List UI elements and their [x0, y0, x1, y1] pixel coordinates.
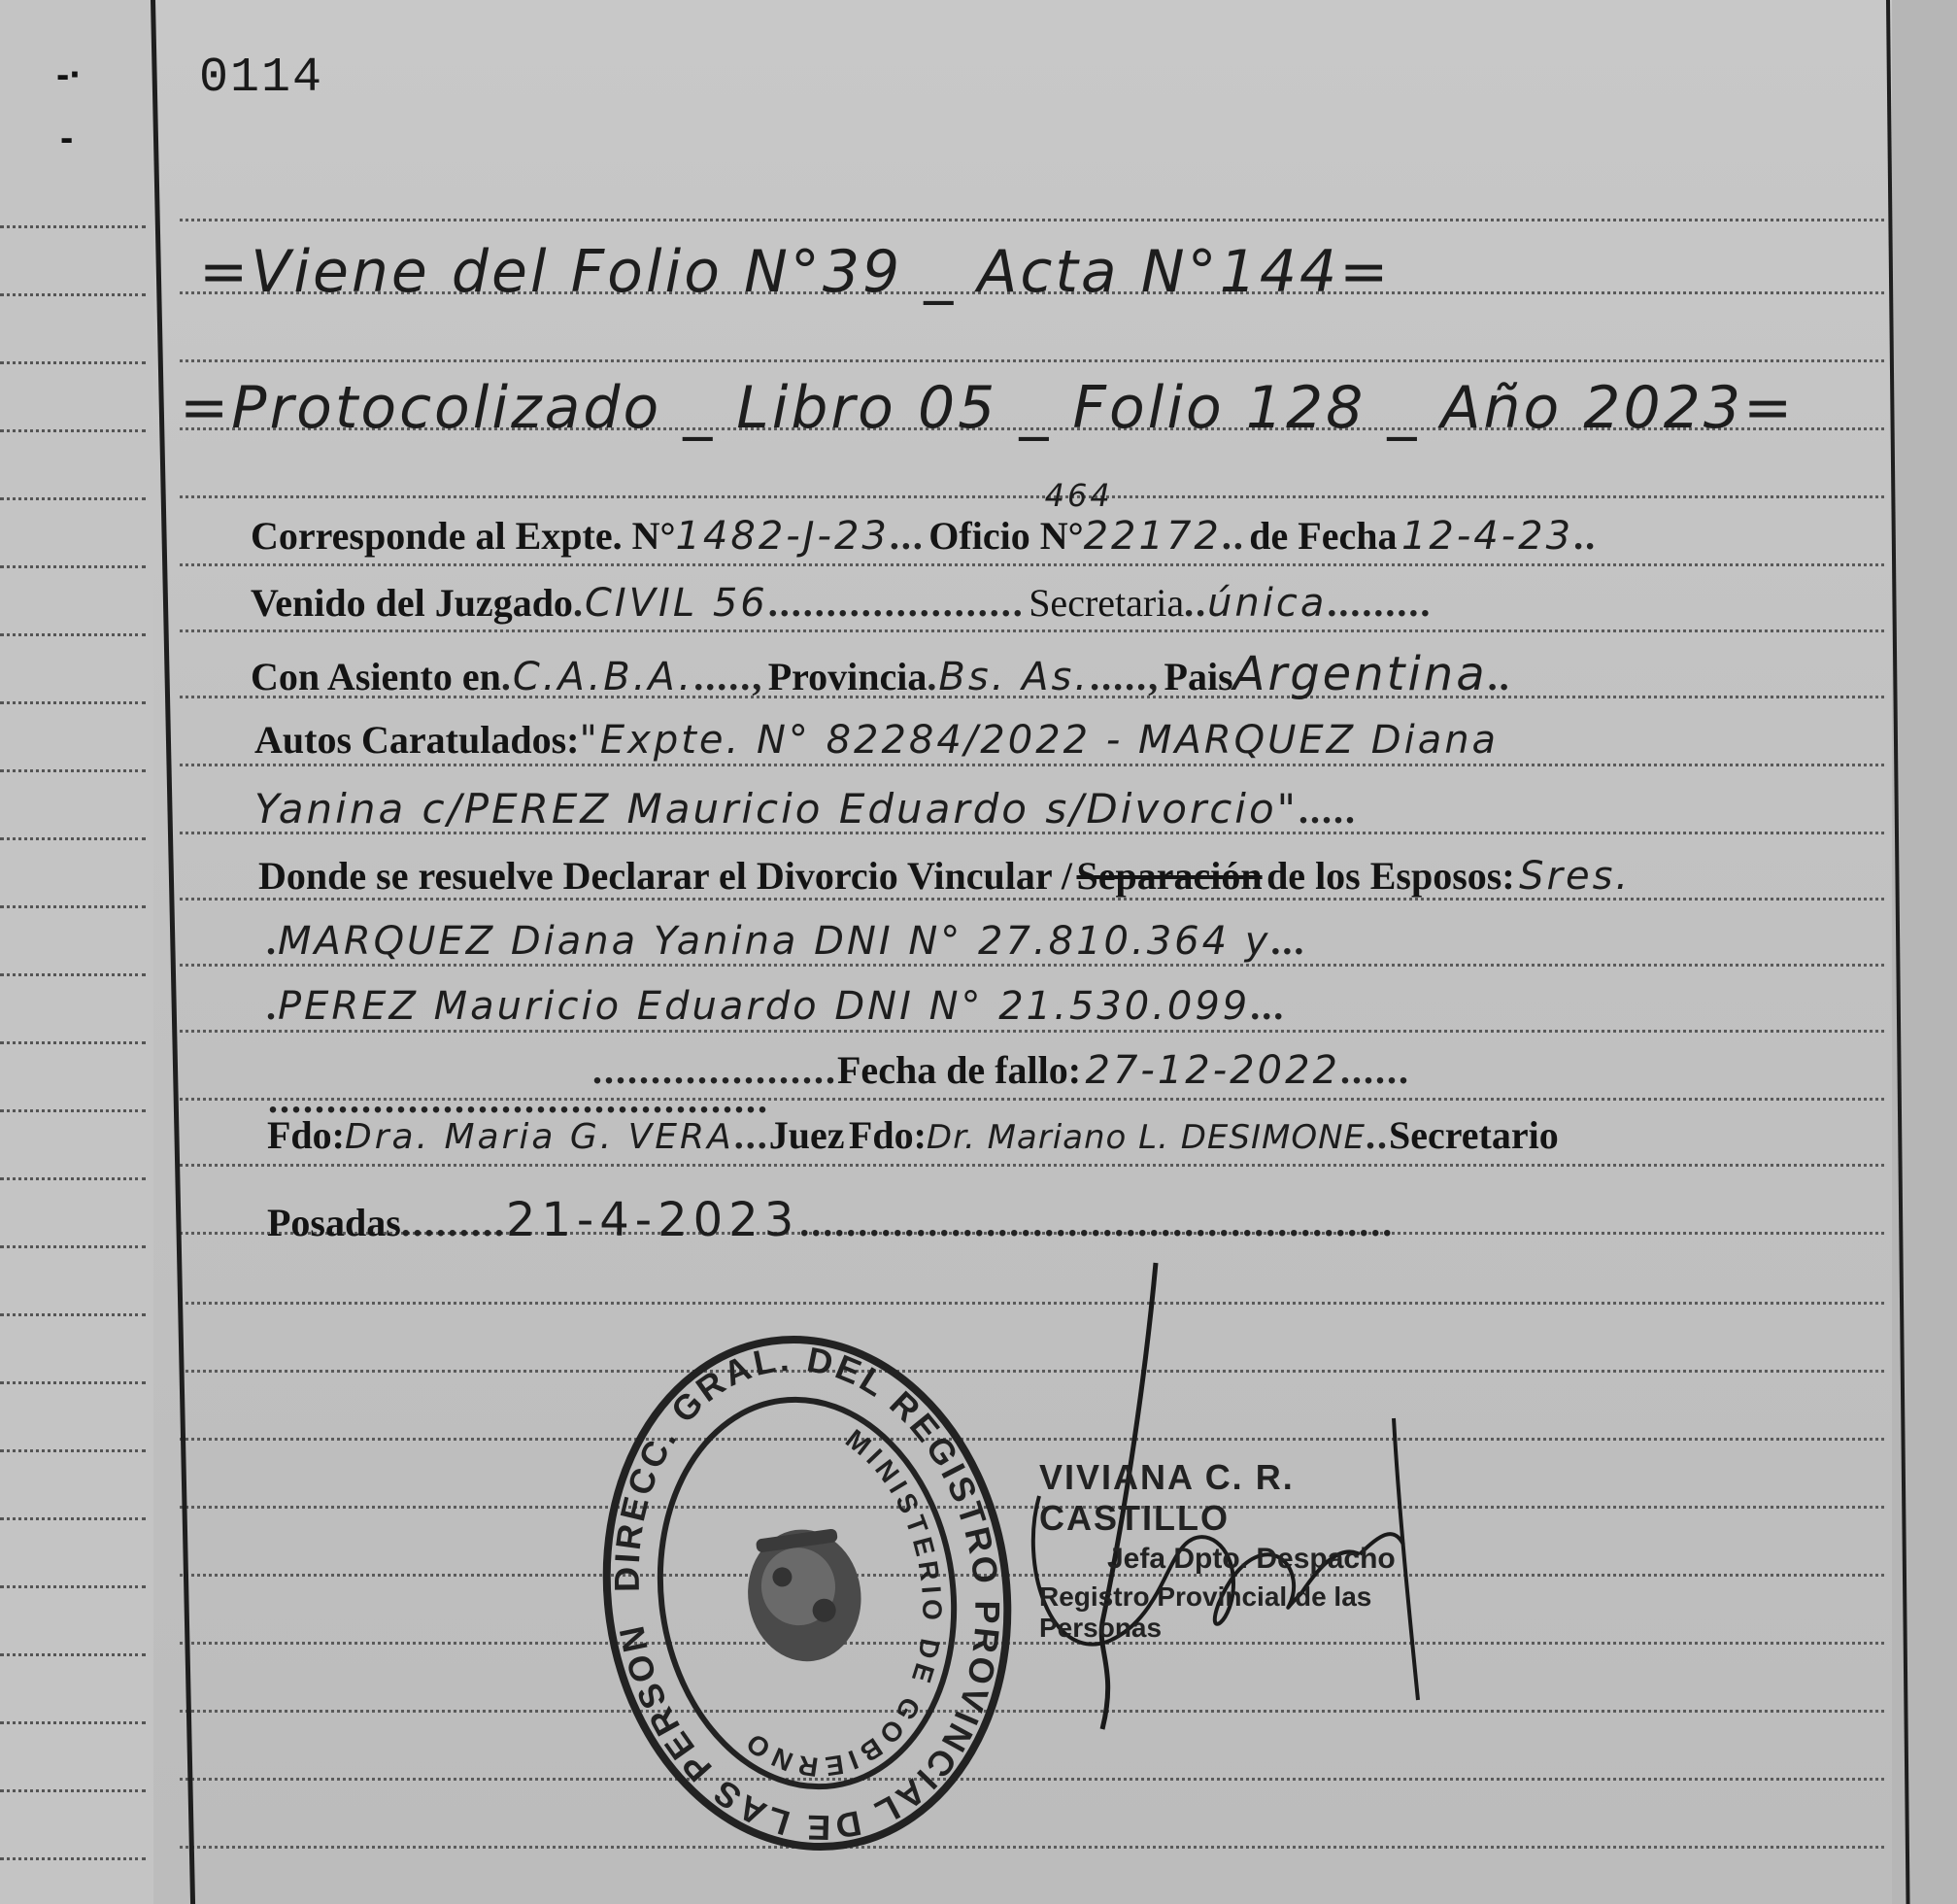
- secretario-value: Dr. Mariano L. DESIMONE: [926, 1118, 1367, 1157]
- ruled-line: [180, 563, 1884, 566]
- autos-line1: "Expte. N° 82284/2022 - MARQUEZ Diana: [579, 718, 1500, 763]
- official-seal: [600, 1331, 1014, 1855]
- signature-stamp: [1039, 1457, 1496, 1644]
- expte-label: Corresponde al Expte. N°: [251, 514, 676, 558]
- left-strip-line: [0, 1449, 146, 1452]
- seal-inner-text: MINISTERIO DE GOBIERNO: [736, 1423, 948, 1783]
- resuelve-value: Sres.: [1519, 854, 1632, 899]
- handwritten-protocolizado-line: =Protocolizado _ Libro 05 _ Folio 128 _ Año 2023=: [180, 374, 1796, 442]
- left-strip-line: [0, 1313, 146, 1316]
- seal-outer-text: DIRECC. GRAL. DEL REGISTRO PROVINCIAL DE LAS PERSONAS: [606, 1338, 1008, 1849]
- left-strip-line: [0, 1517, 146, 1520]
- left-strip-line: [0, 1721, 146, 1724]
- row-resuelve: [258, 853, 1631, 899]
- posadas-label: Posadas: [267, 1201, 401, 1244]
- handwritten-viene-line: =Viene del Folio N°39 _ Acta N°144=: [199, 238, 1392, 306]
- pais-value: Argentina: [1232, 647, 1488, 701]
- margin-mark-2: -: [60, 117, 74, 159]
- left-strip-line: [0, 1109, 146, 1112]
- signature-stamp-role: Jefa Dpto. Despacho: [1107, 1543, 1396, 1575]
- row-blank-dots: ...........................................: [268, 1077, 769, 1121]
- left-margin-strip: [0, 0, 153, 1904]
- left-strip-line: [0, 429, 146, 432]
- left-strip-line: [0, 1177, 146, 1180]
- left-strip-line: [0, 1041, 146, 1044]
- row-juzgado: Venido del Juzgado.CIVIL 56...................... Secretaria..única.........: [251, 581, 1433, 626]
- folio-number: 0114: [199, 51, 324, 106]
- fdo-label: Fdo:: [267, 1113, 345, 1157]
- oficio-label: Oficio N°: [928, 514, 1084, 558]
- row-autos-2: Yanina c/PEREZ Mauricio Eduardo s/Divorcio".....: [254, 785, 1357, 833]
- fecha-fallo-value: 27-12-2022: [1085, 1048, 1340, 1093]
- row-expte: Corresponde al Expte. N°1482-J-23... Oficio N° 464 22172.. de Fecha 12-4-23..: [251, 477, 1598, 559]
- autos-label: Autos Caratulados:: [254, 718, 580, 762]
- esposo-2-value: PEREZ Mauricio Eduardo DNI N° 21.530.099: [278, 984, 1251, 1029]
- secretaria-value: única: [1207, 581, 1328, 626]
- row-firmas: Fdo:Dra. Maria G. VERA...Juez Fdo:Dr. Mariano L. DESIMONE..Secretario: [267, 1113, 1559, 1157]
- left-strip-line: [0, 973, 146, 976]
- ruled-line: [180, 1778, 1884, 1781]
- autos-line2: Yanina c/PEREZ Mauricio Eduardo s/Divorcio": [254, 785, 1299, 833]
- left-strip-line: [0, 837, 146, 840]
- margin-mark-1: -·: [56, 53, 83, 96]
- row-esposo-2: .PEREZ Mauricio Eduardo DNI N° 21.530.099...: [266, 984, 1286, 1029]
- ruled-line: [180, 764, 1884, 766]
- ruled-line: [180, 1030, 1884, 1033]
- juez-value: Dra. Maria G. VERA: [345, 1117, 734, 1157]
- row-fecha-fallo: .....................Fecha de fallo: 27-12-2022......: [592, 1048, 1410, 1093]
- left-strip-line: [0, 1381, 146, 1384]
- secretario-label: Secretario: [1389, 1113, 1559, 1157]
- left-strip-line: [0, 1653, 146, 1656]
- left-margin-rule: [151, 0, 195, 1904]
- expte-value: 1482-J-23: [675, 514, 890, 559]
- row-esposo-1: .MARQUEZ Diana Yanina DNI N° 27.810.364 y...: [266, 919, 1306, 964]
- row-asiento: Con Asiento en.C.A.B.A......, Provincia.Bs. As......, PaisArgentina..: [251, 647, 1511, 701]
- right-margin-strip: [1892, 0, 1957, 1904]
- left-strip-line: [0, 293, 146, 296]
- left-strip-line: [0, 701, 146, 704]
- ruled-line: [180, 219, 1884, 221]
- ruled-line: [180, 629, 1884, 632]
- left-strip-line: [0, 633, 146, 636]
- asiento-value: C.A.B.A.: [512, 655, 694, 699]
- ruled-line: [180, 1164, 1884, 1167]
- asiento-label: Con Asiento en: [251, 655, 501, 698]
- fdo2-label: Fdo:: [848, 1113, 927, 1157]
- resuelve-struck-text: Separación: [1076, 854, 1263, 898]
- left-strip-line: [0, 1857, 146, 1860]
- fecha-label: de Fecha: [1249, 514, 1398, 558]
- left-strip-line: [0, 361, 146, 364]
- oficio-value: 22172: [1083, 514, 1222, 559]
- ruled-line: [180, 1846, 1884, 1849]
- fecha-fallo-label: Fecha de fallo:: [837, 1048, 1082, 1092]
- esposo-1-value: MARQUEZ Diana Yanina DNI N° 27.810.364 y: [278, 919, 1271, 964]
- provincia-label: Provincia: [767, 655, 928, 698]
- row-posadas: Posadas.........21-4-2023...................................................: [267, 1193, 1395, 1247]
- secretaria-label: Secretaria: [1029, 581, 1185, 625]
- seal-coat-of-arms: [739, 1522, 869, 1669]
- posadas-date: 21-4-2023: [505, 1193, 800, 1247]
- juez-label: Juez: [768, 1113, 845, 1157]
- resuelve-text-after: de los Esposos:: [1266, 854, 1515, 898]
- left-strip-line: [0, 769, 146, 772]
- left-strip-line: [0, 225, 146, 228]
- left-strip-line: [0, 1585, 146, 1588]
- left-strip-line: [0, 905, 146, 908]
- row-autos: [254, 717, 1499, 763]
- left-strip-line: [0, 565, 146, 568]
- juzgado-label: Venido del Juzgado: [251, 581, 573, 625]
- signature-stamp-name: VIVIANA C. R. CASTILLO: [1039, 1457, 1295, 1538]
- fecha-value: 12-4-23: [1400, 514, 1574, 559]
- ruled-line: [180, 359, 1884, 362]
- oficio-superscript: 464: [1044, 477, 1113, 514]
- resuelve-text-before: Donde se resuelve Declarar el Divorcio Vincular /: [258, 854, 1073, 898]
- left-strip-line: [0, 1789, 146, 1792]
- provincia-value: Bs. As.: [938, 655, 1091, 699]
- ruled-line: [180, 495, 1884, 498]
- pais-label: Pais: [1164, 655, 1233, 698]
- signature-stamp-office: Registro Provincial de las Personas: [1039, 1581, 1372, 1643]
- ruled-line: [180, 964, 1884, 967]
- left-strip-line: [0, 497, 146, 500]
- juzgado-value: CIVIL 56: [584, 581, 768, 626]
- left-strip-line: [0, 1245, 146, 1248]
